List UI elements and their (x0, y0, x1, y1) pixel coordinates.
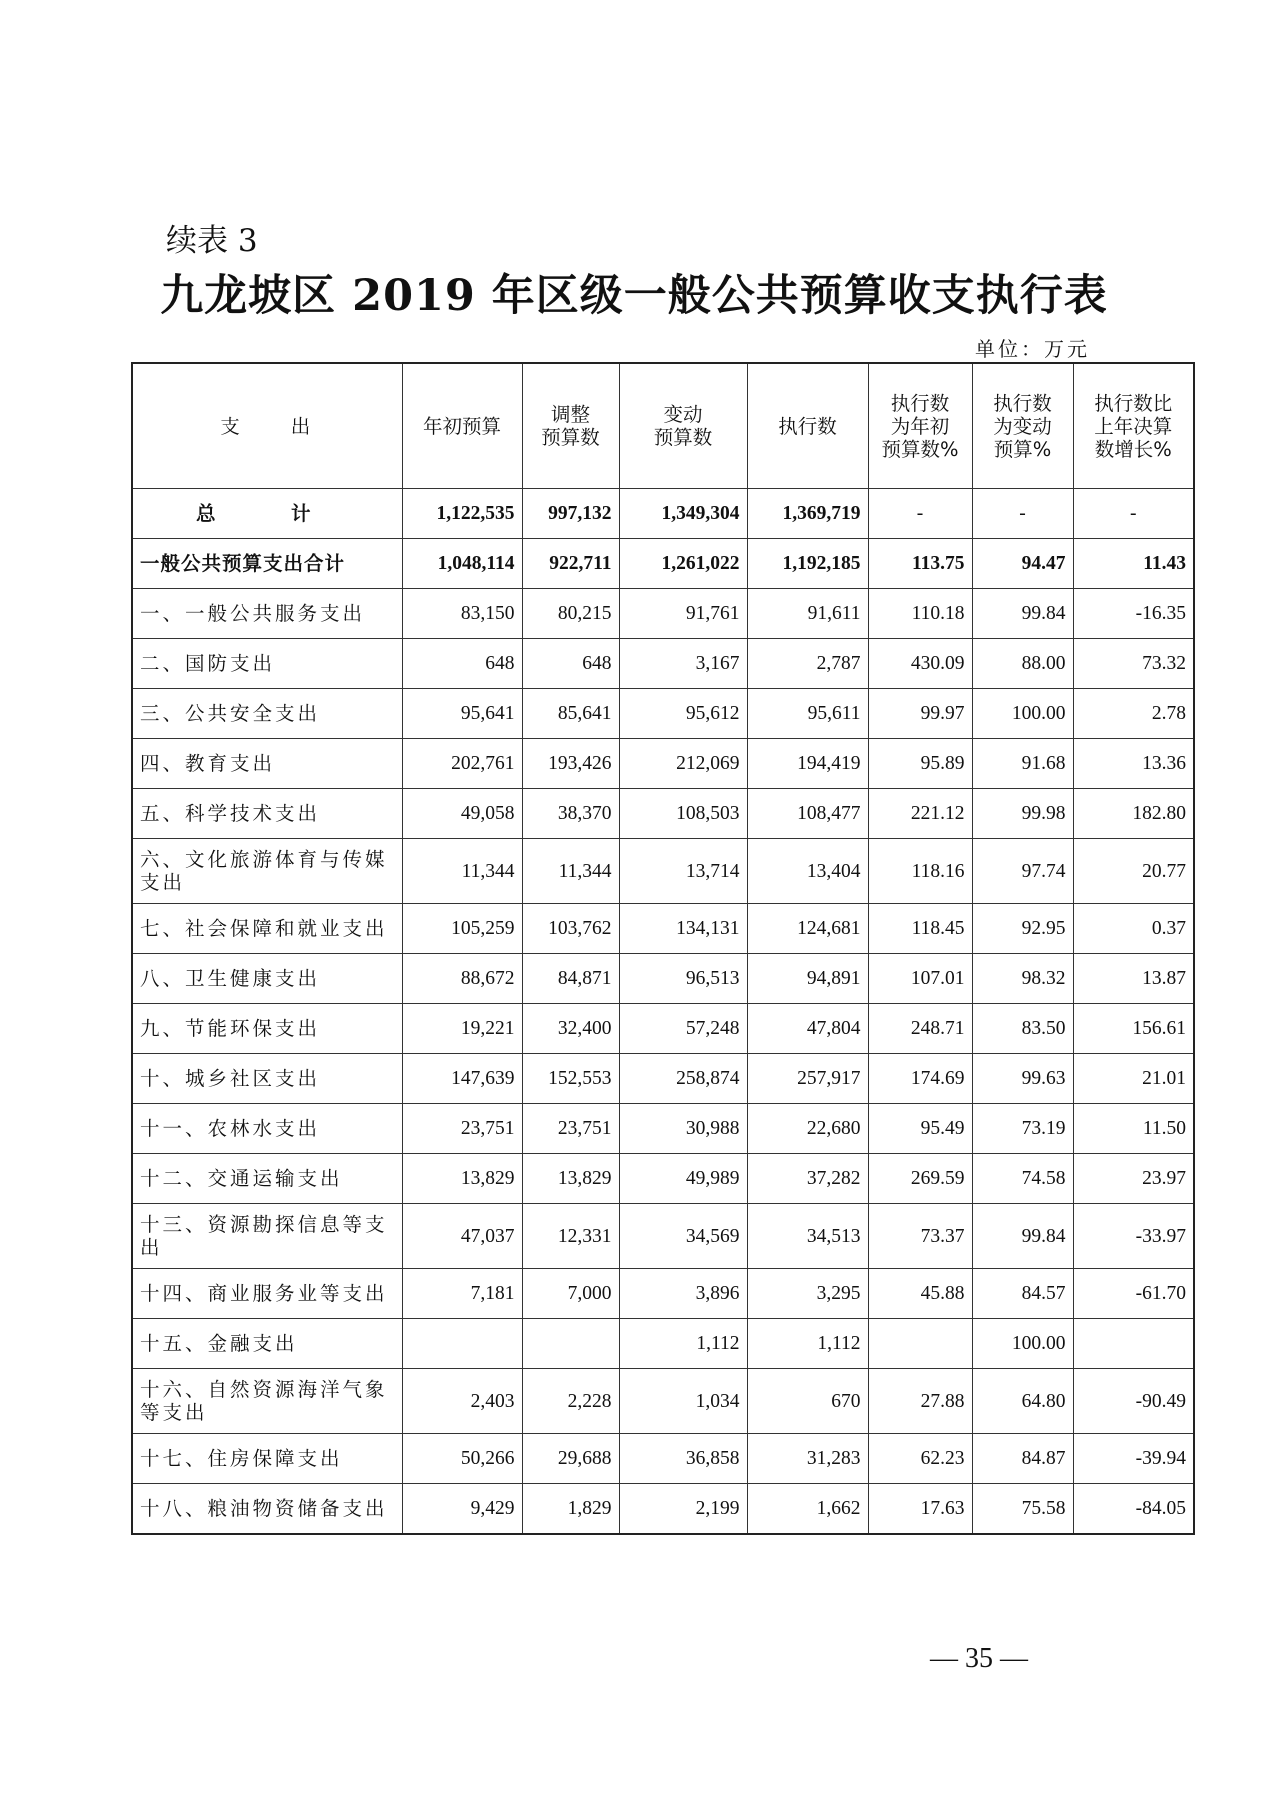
cell (402, 1319, 522, 1369)
page-number: — 35 — (930, 1643, 1028, 1674)
budget-table (131, 362, 1195, 1535)
cell: 38,370 (522, 789, 619, 839)
table-row (132, 789, 1194, 839)
cell: 13.36 (1073, 739, 1194, 789)
cell: 258,874 (619, 1054, 747, 1104)
cell: 670 (747, 1369, 868, 1434)
cell: 12,331 (522, 1204, 619, 1269)
header-exec-vs-initial: 执行数 为年初 预算数% (868, 363, 972, 489)
cell: 27.88 (868, 1369, 972, 1434)
header-executed: 执行数 (747, 363, 868, 489)
cell: -16.35 (1073, 589, 1194, 639)
cell: 156.61 (1073, 1004, 1194, 1054)
cell: 2,787 (747, 639, 868, 689)
table-row (132, 1204, 1194, 1269)
cell: 648 (402, 639, 522, 689)
cell: 1,261,022 (619, 539, 747, 589)
cell: 194,419 (747, 739, 868, 789)
cell: 922,711 (522, 539, 619, 589)
cell: 98.32 (972, 954, 1073, 1004)
row-label: 九、节能环保支出 (132, 1004, 402, 1054)
cell: 21.01 (1073, 1054, 1194, 1104)
cell: 91,761 (619, 589, 747, 639)
cell: 147,639 (402, 1054, 522, 1104)
cell: 108,477 (747, 789, 868, 839)
row-label: 十二、交通运输支出 (132, 1154, 402, 1204)
cell: 34,513 (747, 1204, 868, 1269)
cell: -90.49 (1073, 1369, 1194, 1434)
cell: 997,132 (522, 489, 619, 539)
table-row (132, 904, 1194, 954)
cell: 1,829 (522, 1484, 619, 1535)
cell: 103,762 (522, 904, 619, 954)
cell: 62.23 (868, 1434, 972, 1484)
row-label: 十三、资源勘探信息等支出 (132, 1204, 402, 1269)
cell: 73.32 (1073, 639, 1194, 689)
row-label: 总 计 (132, 489, 402, 539)
cell: 9,429 (402, 1484, 522, 1535)
table-row (132, 1154, 1194, 1204)
cell: 31,283 (747, 1434, 868, 1484)
row-label: 三、公共安全支出 (132, 689, 402, 739)
cell: 13.87 (1073, 954, 1194, 1004)
cell: 212,069 (619, 739, 747, 789)
cell: 13,829 (522, 1154, 619, 1204)
table-row (132, 954, 1194, 1004)
cell: 1,349,304 (619, 489, 747, 539)
cell (522, 1319, 619, 1369)
cell: 64.80 (972, 1369, 1073, 1434)
cell: 11,344 (402, 839, 522, 904)
cell: 91.68 (972, 739, 1073, 789)
cell: 20.77 (1073, 839, 1194, 904)
cell: 50,266 (402, 1434, 522, 1484)
row-label: 十六、自然资源海洋气象等支出 (132, 1369, 402, 1434)
total-row (132, 489, 1194, 539)
cell: 32,400 (522, 1004, 619, 1054)
cell: - (1073, 489, 1194, 539)
table-row (132, 639, 1194, 689)
row-label: 七、社会保障和就业支出 (132, 904, 402, 954)
cell: 80,215 (522, 589, 619, 639)
cell: 257,917 (747, 1054, 868, 1104)
table-row (132, 839, 1194, 904)
cell: 88,672 (402, 954, 522, 1004)
cell: 1,192,185 (747, 539, 868, 589)
cell: 94.47 (972, 539, 1073, 589)
cell: 23,751 (402, 1104, 522, 1154)
cell: 84.87 (972, 1434, 1073, 1484)
row-label: 二、国防支出 (132, 639, 402, 689)
cell: 83,150 (402, 589, 522, 639)
cell: 118.16 (868, 839, 972, 904)
cell: 30,988 (619, 1104, 747, 1154)
table-row (132, 1054, 1194, 1104)
cell: 23,751 (522, 1104, 619, 1154)
cell: 49,058 (402, 789, 522, 839)
cell: 1,662 (747, 1484, 868, 1535)
table-row (132, 1369, 1194, 1434)
row-label: 十八、粮油物资储备支出 (132, 1484, 402, 1535)
cell: 99.63 (972, 1054, 1073, 1104)
cell: 248.71 (868, 1004, 972, 1054)
row-label: 十五、金融支出 (132, 1319, 402, 1369)
cell: 1,048,114 (402, 539, 522, 589)
cell: -84.05 (1073, 1484, 1194, 1535)
row-label: 十七、住房保障支出 (132, 1434, 402, 1484)
cell: 45.88 (868, 1269, 972, 1319)
cell: 95.49 (868, 1104, 972, 1154)
cell: 3,167 (619, 639, 747, 689)
cell: 47,037 (402, 1204, 522, 1269)
cell: 11.43 (1073, 539, 1194, 589)
cell: 99.84 (972, 1204, 1073, 1269)
cell: 92.95 (972, 904, 1073, 954)
cell: 174.69 (868, 1054, 972, 1104)
cell: 75.58 (972, 1484, 1073, 1535)
cell: 88.00 (972, 639, 1073, 689)
cell: 84.57 (972, 1269, 1073, 1319)
cell: 107.01 (868, 954, 972, 1004)
table-row (132, 689, 1194, 739)
cell: - (972, 489, 1073, 539)
cell: 49,989 (619, 1154, 747, 1204)
cell: 152,553 (522, 1054, 619, 1104)
cell: 99.97 (868, 689, 972, 739)
cell: 22,680 (747, 1104, 868, 1154)
cell: 11.50 (1073, 1104, 1194, 1154)
table-row (132, 1434, 1194, 1484)
header-initial-budget: 年初预算 (402, 363, 522, 489)
cell: 95.89 (868, 739, 972, 789)
continued-table-label: 续表 3 (166, 223, 258, 259)
header-changed-budget: 变动 预算数 (619, 363, 747, 489)
row-label: 六、文化旅游体育与传媒支出 (132, 839, 402, 904)
cell: -33.97 (1073, 1204, 1194, 1269)
cell: 74.58 (972, 1154, 1073, 1204)
header-item: 支 出 (132, 363, 402, 489)
cell: 1,122,535 (402, 489, 522, 539)
cell: 108,503 (619, 789, 747, 839)
table-row (132, 589, 1194, 639)
cell: 7,000 (522, 1269, 619, 1319)
cell: 17.63 (868, 1484, 972, 1535)
cell: 193,426 (522, 739, 619, 789)
cell: 73.19 (972, 1104, 1073, 1154)
cell: 1,369,719 (747, 489, 868, 539)
cell: 95,611 (747, 689, 868, 739)
row-label: 十、城乡社区支出 (132, 1054, 402, 1104)
cell: 1,112 (619, 1319, 747, 1369)
cell: 47,804 (747, 1004, 868, 1054)
cell: 11,344 (522, 839, 619, 904)
unit-label: 单位：万元 (975, 337, 1090, 361)
header-exec-vs-changed: 执行数 为变动 预算% (972, 363, 1073, 489)
cell: 1,112 (747, 1319, 868, 1369)
sum-row (132, 539, 1194, 589)
cell: 13,714 (619, 839, 747, 904)
cell: - (868, 489, 972, 539)
cell: 202,761 (402, 739, 522, 789)
cell: 113.75 (868, 539, 972, 589)
cell: 57,248 (619, 1004, 747, 1054)
cell: 85,641 (522, 689, 619, 739)
cell: 1,034 (619, 1369, 747, 1434)
cell: 13,404 (747, 839, 868, 904)
cell: 99.98 (972, 789, 1073, 839)
cell: 23.97 (1073, 1154, 1194, 1204)
cell: 83.50 (972, 1004, 1073, 1054)
cell: 94,891 (747, 954, 868, 1004)
cell: 430.09 (868, 639, 972, 689)
cell: 91,611 (747, 589, 868, 639)
cell: -39.94 (1073, 1434, 1194, 1484)
cell: 110.18 (868, 589, 972, 639)
cell: 36,858 (619, 1434, 747, 1484)
cell: 29,688 (522, 1434, 619, 1484)
header-adjusted-budget: 调整 预算数 (522, 363, 619, 489)
cell: 95,641 (402, 689, 522, 739)
table-row (132, 739, 1194, 789)
cell: 100.00 (972, 689, 1073, 739)
cell: 7,181 (402, 1269, 522, 1319)
cell: 96,513 (619, 954, 747, 1004)
table-row (132, 1484, 1194, 1535)
cell: 73.37 (868, 1204, 972, 1269)
cell: 648 (522, 639, 619, 689)
cell: 3,295 (747, 1269, 868, 1319)
cell: 13,829 (402, 1154, 522, 1204)
cell: -61.70 (1073, 1269, 1194, 1319)
cell (868, 1319, 972, 1369)
table-row (132, 1104, 1194, 1154)
cell: 95,612 (619, 689, 747, 739)
cell: 37,282 (747, 1154, 868, 1204)
cell: 3,896 (619, 1269, 747, 1319)
row-label: 五、科学技术支出 (132, 789, 402, 839)
cell: 105,259 (402, 904, 522, 954)
cell: 0.37 (1073, 904, 1194, 954)
cell: 124,681 (747, 904, 868, 954)
cell: 2,199 (619, 1484, 747, 1535)
cell: 100.00 (972, 1319, 1073, 1369)
cell: 269.59 (868, 1154, 972, 1204)
row-label: 一、一般公共服务支出 (132, 589, 402, 639)
row-label: 八、卫生健康支出 (132, 954, 402, 1004)
cell: 118.45 (868, 904, 972, 954)
cell: 2.78 (1073, 689, 1194, 739)
table-row (132, 1319, 1194, 1369)
cell: 134,131 (619, 904, 747, 954)
row-label: 十四、商业服务业等支出 (132, 1269, 402, 1319)
header-growth: 执行数比 上年决算 数增长% (1073, 363, 1194, 489)
cell: 99.84 (972, 589, 1073, 639)
cell: 97.74 (972, 839, 1073, 904)
row-label: 一般公共预算支出合计 (132, 539, 402, 589)
cell: 84,871 (522, 954, 619, 1004)
cell: 182.80 (1073, 789, 1194, 839)
cell: 2,403 (402, 1369, 522, 1434)
table-row (132, 1269, 1194, 1319)
cell: 2,228 (522, 1369, 619, 1434)
page-title: 九龙坡区 2019 年区级一般公共预算收支执行表 (160, 271, 1108, 321)
header-row (132, 363, 1194, 489)
row-label: 十一、农林水支出 (132, 1104, 402, 1154)
row-label: 四、教育支出 (132, 739, 402, 789)
cell (1073, 1319, 1194, 1369)
cell: 34,569 (619, 1204, 747, 1269)
cell: 221.12 (868, 789, 972, 839)
cell: 19,221 (402, 1004, 522, 1054)
table-row (132, 1004, 1194, 1054)
